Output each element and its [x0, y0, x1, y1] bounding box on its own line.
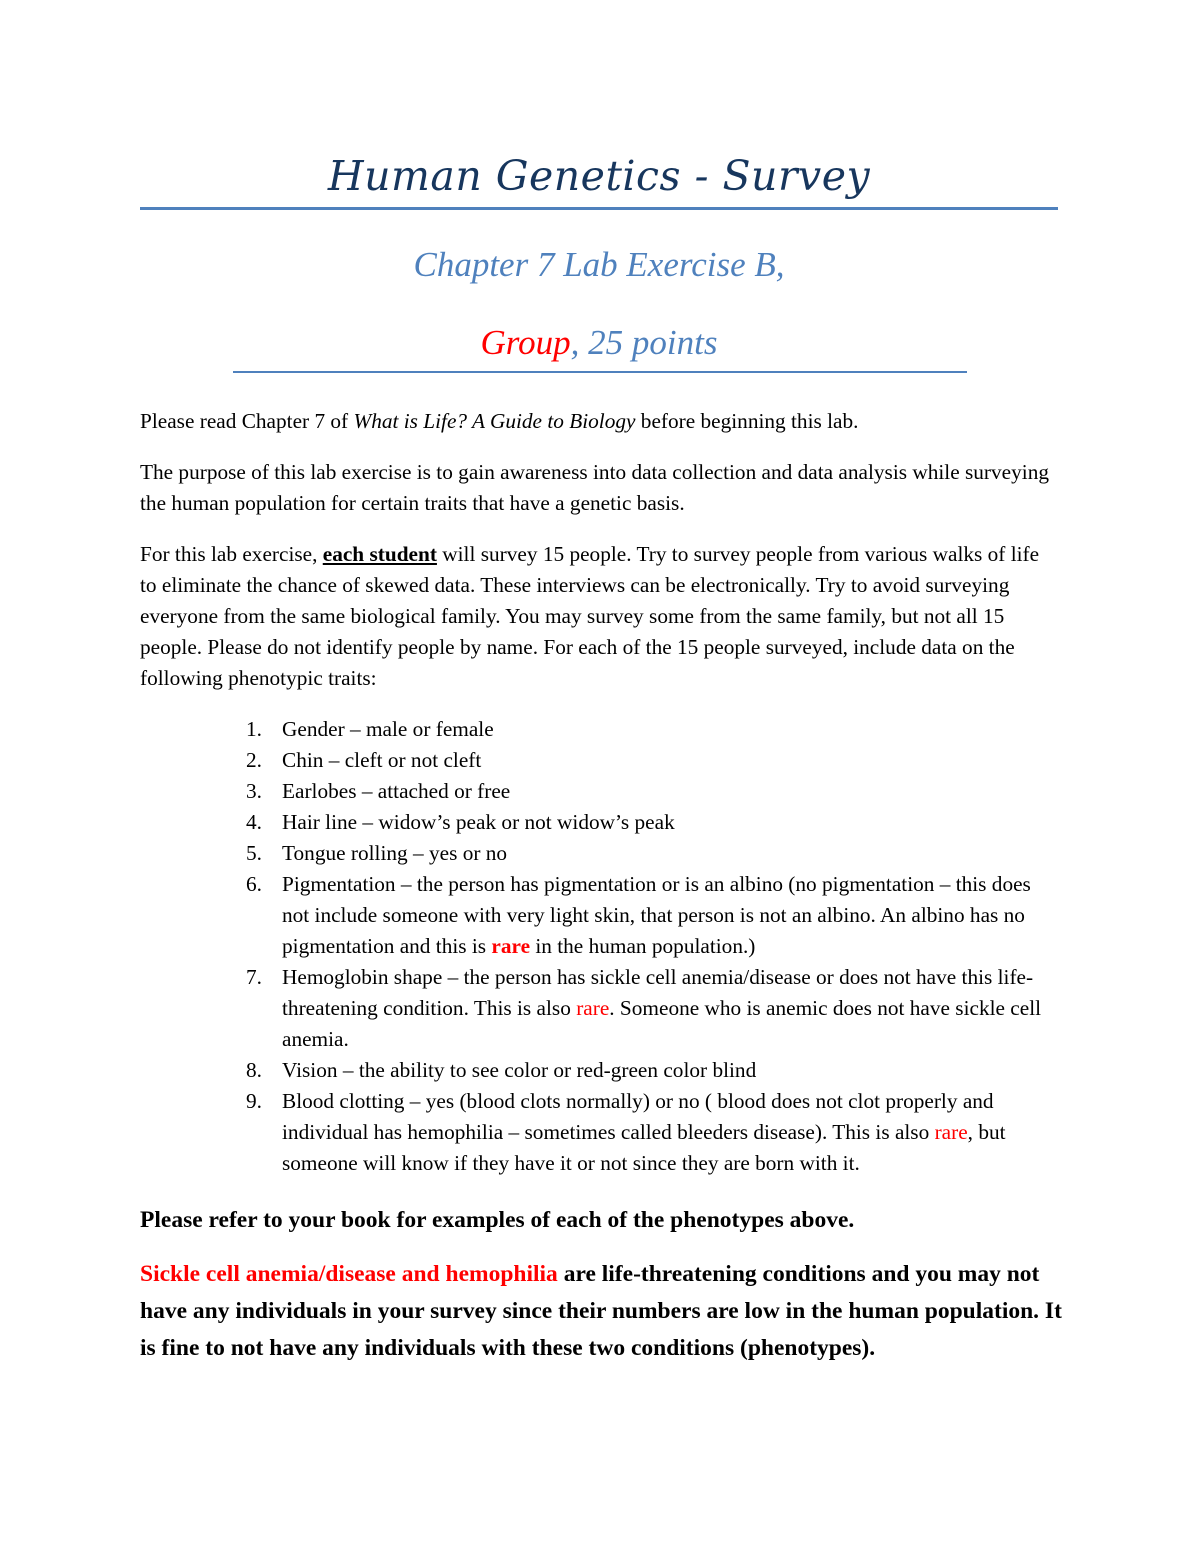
list-item: [140, 807, 1060, 838]
survey-text-end: will survey 15 people. Try to survey people from various walks of life to eliminate the chance of skewed data. These interviews can be electronically. Try to avoid surveying everyone from the same biological family. You may survey some from the same family, but not all 15 people. Please do not identify people by name. For each of the 15 people surveyed, include data on the following phenotypic traits:: [140, 542, 1040, 690]
rare-emphasis: rare: [576, 996, 610, 1020]
trait-text: Gender – male or female: [282, 717, 494, 741]
chapter-subtitle: Chapter 7 Lab Exercise B,: [413, 245, 785, 284]
group-points-line: [140, 318, 1058, 368]
each-student-emphasis: each student: [322, 542, 437, 566]
book-title: What is Life? A Guide to Biology: [353, 409, 636, 433]
trait-text: Hemoglobin shape – the person has sickle cell anemia/disease or does not have this life-threatening condition. This is also: [282, 965, 1034, 1020]
list-number: 1.: [246, 717, 262, 741]
conditions-note-text: are life-threatening conditions and you may not have any individuals in your survey since their numbers are low in the human population. It is fine to not have any individuals with these two conditions (phenotypes).: [140, 1261, 1062, 1361]
trait-text: Hair line – widow’s peak or not widow’s peak: [282, 810, 675, 834]
list-item: [140, 1055, 1060, 1086]
trait-list: [140, 714, 1060, 1179]
sickle-hemophilia-note: [140, 1256, 1070, 1367]
trait-text-end: . Someone who is anemic does not have sickle cell anemia.: [282, 996, 1042, 1051]
rare-emphasis: rare: [491, 934, 531, 958]
purpose-paragraph: The purpose of this lab exercise is to gain awareness into data collection and data analysis while surveying the human population for certain traits that have a genetic basis.: [140, 460, 1049, 515]
list-item: [140, 745, 1060, 776]
trait-text: Tongue rolling – yes or no: [282, 841, 508, 865]
survey-text-start: For this lab exercise,: [140, 542, 323, 566]
group-label: Group: [480, 323, 571, 362]
trait-text: Earlobes – attached or free: [282, 779, 511, 803]
trait-text: Pigmentation – the person has pigmentation or is an albino (no pigmentation – this does not include someone with very light skin, that person is not an albino. An albino has no pigmentation and this is: [282, 872, 1031, 958]
trait-text-end: in the human population.): [530, 934, 756, 958]
list-item: [140, 869, 1060, 962]
list-number: 5.: [246, 841, 262, 865]
list-number: 3.: [246, 779, 262, 803]
reading-text-start: Please read Chapter 7 of: [140, 409, 354, 433]
document-title: Human Genetics - Survey: [327, 152, 871, 200]
list-item: [140, 714, 1060, 745]
list-number: 8.: [246, 1058, 262, 1082]
trait-text: Chin – cleft or not cleft: [282, 748, 482, 772]
list-number: 2.: [246, 748, 262, 772]
subtitle-divider: [233, 371, 967, 373]
list-item: [140, 838, 1060, 869]
survey-instructions: [140, 539, 1060, 694]
refer-note: Please refer to your book for examples of each of the phenotypes above.: [140, 1207, 855, 1233]
trait-text-end: , but someone will know if they have it or not since they are born with it.: [282, 1120, 1006, 1175]
list-number: 4.: [246, 810, 262, 834]
reading-text-end: before beginning this lab.: [635, 409, 859, 433]
list-item: [140, 776, 1060, 807]
rare-emphasis: rare: [934, 1120, 968, 1144]
conditions-emphasis: Sickle cell anemia/disease and hemophilia: [140, 1261, 558, 1287]
list-item: [140, 1086, 1060, 1179]
title-divider: [140, 207, 1058, 210]
reading-instruction: [140, 406, 1060, 437]
trait-text: Blood clotting – yes (blood clots normally) or no ( blood does not clot properly and individual has hemophilia – sometimes called bleeders disease). This is also: [282, 1089, 994, 1144]
points-label: , 25 points: [570, 323, 718, 362]
list-number: 9.: [246, 1089, 262, 1113]
trait-text: Vision – the ability to see color or red-green color blind: [282, 1058, 757, 1082]
list-item: [140, 962, 1060, 1055]
list-number: 6.: [246, 872, 262, 896]
list-number: 7.: [246, 965, 262, 989]
